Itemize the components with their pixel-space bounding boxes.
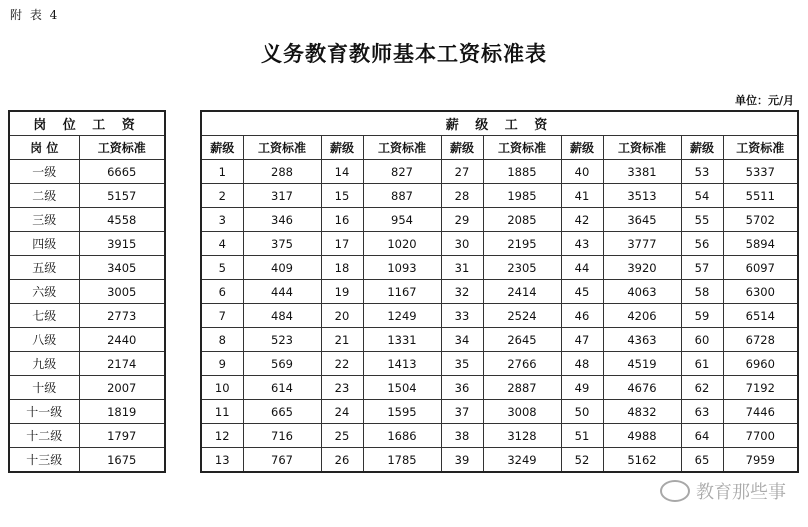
grade-level-cell: 6	[201, 280, 243, 304]
grade-level-cell: 65	[681, 448, 723, 473]
table-row	[9, 280, 165, 304]
grade-level-cell: 35	[441, 352, 483, 376]
grade-level-cell: 41	[561, 184, 603, 208]
position-salary-cell: 2440	[79, 328, 165, 352]
grade-salary-cell: 2645	[483, 328, 561, 352]
grade-level-cell: 48	[561, 352, 603, 376]
table-row	[201, 352, 798, 376]
table-row	[9, 232, 165, 256]
grade-level-cell: 25	[321, 424, 363, 448]
table-row	[9, 160, 165, 184]
position-grade-cell: 十三级	[9, 448, 79, 473]
table-row	[9, 328, 165, 352]
table-row	[9, 304, 165, 328]
grade-level-cell: 39	[441, 448, 483, 473]
position-grade-cell: 七级	[9, 304, 79, 328]
table-row	[201, 208, 798, 232]
position-salary-cell: 2773	[79, 304, 165, 328]
grade-salary-cell: 6300	[723, 280, 798, 304]
position-salary-cell: 3915	[79, 232, 165, 256]
grade-salary-cell: 288	[243, 160, 321, 184]
grade-salary-cell: 3777	[603, 232, 681, 256]
grade-salary-cell: 444	[243, 280, 321, 304]
grade-level-cell: 49	[561, 376, 603, 400]
grade-salary-cell: 6728	[723, 328, 798, 352]
watermark	[660, 478, 786, 504]
grade-level-cell: 38	[441, 424, 483, 448]
position-grade-cell: 二级	[9, 184, 79, 208]
grade-level-cell: 62	[681, 376, 723, 400]
grade-level-cell: 42	[561, 208, 603, 232]
grade-level-cell: 18	[321, 256, 363, 280]
grade-level-cell: 21	[321, 328, 363, 352]
grade-level-cell: 32	[441, 280, 483, 304]
column-header: 薪级	[561, 136, 603, 160]
grade-level-cell: 53	[681, 160, 723, 184]
grade-salary-cell: 4832	[603, 400, 681, 424]
grade-level-cell: 26	[321, 448, 363, 473]
grade-level-cell: 17	[321, 232, 363, 256]
grade-salary-cell: 1020	[363, 232, 441, 256]
table-row	[9, 184, 165, 208]
grade-salary-cell: 523	[243, 328, 321, 352]
grade-level-cell: 54	[681, 184, 723, 208]
grade-level-cell: 30	[441, 232, 483, 256]
grade-salary-cell: 1167	[363, 280, 441, 304]
position-grade-cell: 十二级	[9, 424, 79, 448]
table-row	[201, 160, 798, 184]
grade-level-cell: 57	[681, 256, 723, 280]
grade-salary-cell: 4988	[603, 424, 681, 448]
grade-salary-cell: 346	[243, 208, 321, 232]
grade-level-cell: 64	[681, 424, 723, 448]
grade-salary-cell: 409	[243, 256, 321, 280]
table-row	[9, 256, 165, 280]
grade-salary-cell: 827	[363, 160, 441, 184]
position-salary-table	[8, 110, 166, 473]
grade-level-cell: 14	[321, 160, 363, 184]
grade-salary-cell: 2414	[483, 280, 561, 304]
grade-salary-cell: 887	[363, 184, 441, 208]
grade-salary-cell: 4676	[603, 376, 681, 400]
grade-salary-cell: 3513	[603, 184, 681, 208]
grade-level-cell: 34	[441, 328, 483, 352]
table-row	[9, 400, 165, 424]
unit-label: 单位：元/月	[734, 94, 794, 107]
grade-level-cell: 19	[321, 280, 363, 304]
table-row	[9, 208, 165, 232]
position-grade-cell: 十一级	[9, 400, 79, 424]
grade-salary-cell: 1093	[363, 256, 441, 280]
position-grade-cell: 一级	[9, 160, 79, 184]
position-grade-cell: 十级	[9, 376, 79, 400]
grade-level-cell: 10	[201, 376, 243, 400]
grade-salary-cell: 767	[243, 448, 321, 473]
grade-level-cell: 52	[561, 448, 603, 473]
grade-salary-cell: 954	[363, 208, 441, 232]
position-salary-cell: 5157	[79, 184, 165, 208]
table-row	[9, 352, 165, 376]
grade-level-cell: 40	[561, 160, 603, 184]
grade-salary-cell: 5511	[723, 184, 798, 208]
table-row	[201, 280, 798, 304]
grade-salary-cell: 1595	[363, 400, 441, 424]
grade-salary-cell: 4206	[603, 304, 681, 328]
table-row	[9, 448, 165, 473]
position-grade-cell: 五级	[9, 256, 79, 280]
grade-level-cell: 45	[561, 280, 603, 304]
grade-level-cell: 55	[681, 208, 723, 232]
grade-salary-cell: 665	[243, 400, 321, 424]
grade-level-cell: 20	[321, 304, 363, 328]
table-row	[9, 424, 165, 448]
table-row	[201, 376, 798, 400]
grade-level-cell: 9	[201, 352, 243, 376]
grade-level-cell: 23	[321, 376, 363, 400]
grade-salary-cell: 1249	[363, 304, 441, 328]
grade-salary-table	[200, 110, 799, 473]
grade-salary-cell: 614	[243, 376, 321, 400]
grade-level-cell: 28	[441, 184, 483, 208]
page-title: 义务教育教师基本工资标准表	[261, 41, 547, 66]
grade-level-cell: 3	[201, 208, 243, 232]
position-grade-cell: 九级	[9, 352, 79, 376]
grade-salary-cell: 569	[243, 352, 321, 376]
wechat-icon	[660, 480, 690, 502]
position-salary-cell: 2007	[79, 376, 165, 400]
grade-level-cell: 59	[681, 304, 723, 328]
grade-salary-cell: 3645	[603, 208, 681, 232]
position-salary-cell: 2174	[79, 352, 165, 376]
column-header: 薪级	[441, 136, 483, 160]
grade-level-cell: 31	[441, 256, 483, 280]
grade-salary-cell: 1885	[483, 160, 561, 184]
grade-level-cell: 60	[681, 328, 723, 352]
grade-level-cell: 50	[561, 400, 603, 424]
table-row	[201, 232, 798, 256]
position-salary-cell: 1797	[79, 424, 165, 448]
column-header: 岗 位	[9, 136, 79, 160]
grade-level-cell: 58	[681, 280, 723, 304]
grade-level-cell: 47	[561, 328, 603, 352]
grade-salary-cell: 3008	[483, 400, 561, 424]
grade-level-cell: 16	[321, 208, 363, 232]
grade-level-cell: 22	[321, 352, 363, 376]
grade-salary-cell: 1413	[363, 352, 441, 376]
column-header: 工资标准	[483, 136, 561, 160]
grade-level-cell: 1	[201, 160, 243, 184]
grade-level-cell: 46	[561, 304, 603, 328]
position-salary-cell: 4558	[79, 208, 165, 232]
grade-salary-cell: 1504	[363, 376, 441, 400]
grade-salary-cell: 5894	[723, 232, 798, 256]
grade-level-cell: 24	[321, 400, 363, 424]
grade-salary-cell: 4363	[603, 328, 681, 352]
position-grade-cell: 六级	[9, 280, 79, 304]
grade-salary-cell: 2887	[483, 376, 561, 400]
grade-level-cell: 8	[201, 328, 243, 352]
grade-level-cell: 63	[681, 400, 723, 424]
grade-level-cell: 29	[441, 208, 483, 232]
grade-salary-cell: 7700	[723, 424, 798, 448]
appendix-label: 附 表 4	[10, 8, 60, 22]
table-row	[201, 424, 798, 448]
column-header: 工资标准	[243, 136, 321, 160]
column-header: 工资标准	[603, 136, 681, 160]
grade-salary-cell: 317	[243, 184, 321, 208]
grade-salary-cell: 5162	[603, 448, 681, 473]
grade-level-cell: 37	[441, 400, 483, 424]
table-row	[201, 304, 798, 328]
position-salary-cell: 3005	[79, 280, 165, 304]
watermark-text: 教育那些事	[696, 482, 786, 503]
grade-salary-cell: 2305	[483, 256, 561, 280]
position-grade-cell: 三级	[9, 208, 79, 232]
column-header: 薪级	[681, 136, 723, 160]
position-salary-cell: 6665	[79, 160, 165, 184]
grade-level-cell: 56	[681, 232, 723, 256]
grade-level-cell: 43	[561, 232, 603, 256]
grade-salary-cell: 1985	[483, 184, 561, 208]
grade-level-cell: 61	[681, 352, 723, 376]
grade-salary-cell: 3249	[483, 448, 561, 473]
grade-level-cell: 51	[561, 424, 603, 448]
grade-level-cell: 12	[201, 424, 243, 448]
grade-group-header: 薪 级 工 资	[201, 111, 798, 136]
table-row	[9, 376, 165, 400]
grade-level-cell: 27	[441, 160, 483, 184]
grade-salary-cell: 484	[243, 304, 321, 328]
grade-level-cell: 33	[441, 304, 483, 328]
table-row	[201, 328, 798, 352]
grade-salary-cell: 7959	[723, 448, 798, 473]
position-grade-cell: 八级	[9, 328, 79, 352]
position-salary-cell: 1819	[79, 400, 165, 424]
grade-salary-cell: 1785	[363, 448, 441, 473]
grade-level-cell: 15	[321, 184, 363, 208]
grade-level-cell: 44	[561, 256, 603, 280]
column-header: 工资标准	[723, 136, 798, 160]
grade-salary-cell: 5337	[723, 160, 798, 184]
position-group-header: 岗 位 工 资	[9, 111, 165, 136]
grade-salary-cell: 4063	[603, 280, 681, 304]
grade-salary-cell: 6960	[723, 352, 798, 376]
column-header: 工资标准	[363, 136, 441, 160]
grade-level-cell: 36	[441, 376, 483, 400]
grade-level-cell: 2	[201, 184, 243, 208]
grade-level-cell: 7	[201, 304, 243, 328]
table-row	[201, 400, 798, 424]
grade-salary-cell: 7192	[723, 376, 798, 400]
grade-salary-cell: 6514	[723, 304, 798, 328]
column-header: 薪级	[321, 136, 363, 160]
grade-salary-cell: 3128	[483, 424, 561, 448]
grade-salary-cell: 716	[243, 424, 321, 448]
grade-salary-cell: 4519	[603, 352, 681, 376]
grade-salary-cell: 1686	[363, 424, 441, 448]
grade-level-cell: 13	[201, 448, 243, 473]
grade-level-cell: 11	[201, 400, 243, 424]
grade-level-cell: 4	[201, 232, 243, 256]
grade-salary-cell: 1331	[363, 328, 441, 352]
position-grade-cell: 四级	[9, 232, 79, 256]
grade-salary-cell: 7446	[723, 400, 798, 424]
table-row	[201, 256, 798, 280]
position-salary-cell: 1675	[79, 448, 165, 473]
column-header: 工资标准	[79, 136, 165, 160]
grade-salary-cell: 2524	[483, 304, 561, 328]
grade-salary-cell: 2085	[483, 208, 561, 232]
column-header: 薪级	[201, 136, 243, 160]
grade-salary-cell: 3381	[603, 160, 681, 184]
table-row	[201, 448, 798, 473]
grade-salary-cell: 2766	[483, 352, 561, 376]
table-row	[201, 184, 798, 208]
grade-salary-cell: 6097	[723, 256, 798, 280]
grade-level-cell: 5	[201, 256, 243, 280]
grade-salary-cell: 375	[243, 232, 321, 256]
position-salary-cell: 3405	[79, 256, 165, 280]
grade-salary-cell: 2195	[483, 232, 561, 256]
grade-salary-cell: 5702	[723, 208, 798, 232]
grade-salary-cell: 3920	[603, 256, 681, 280]
